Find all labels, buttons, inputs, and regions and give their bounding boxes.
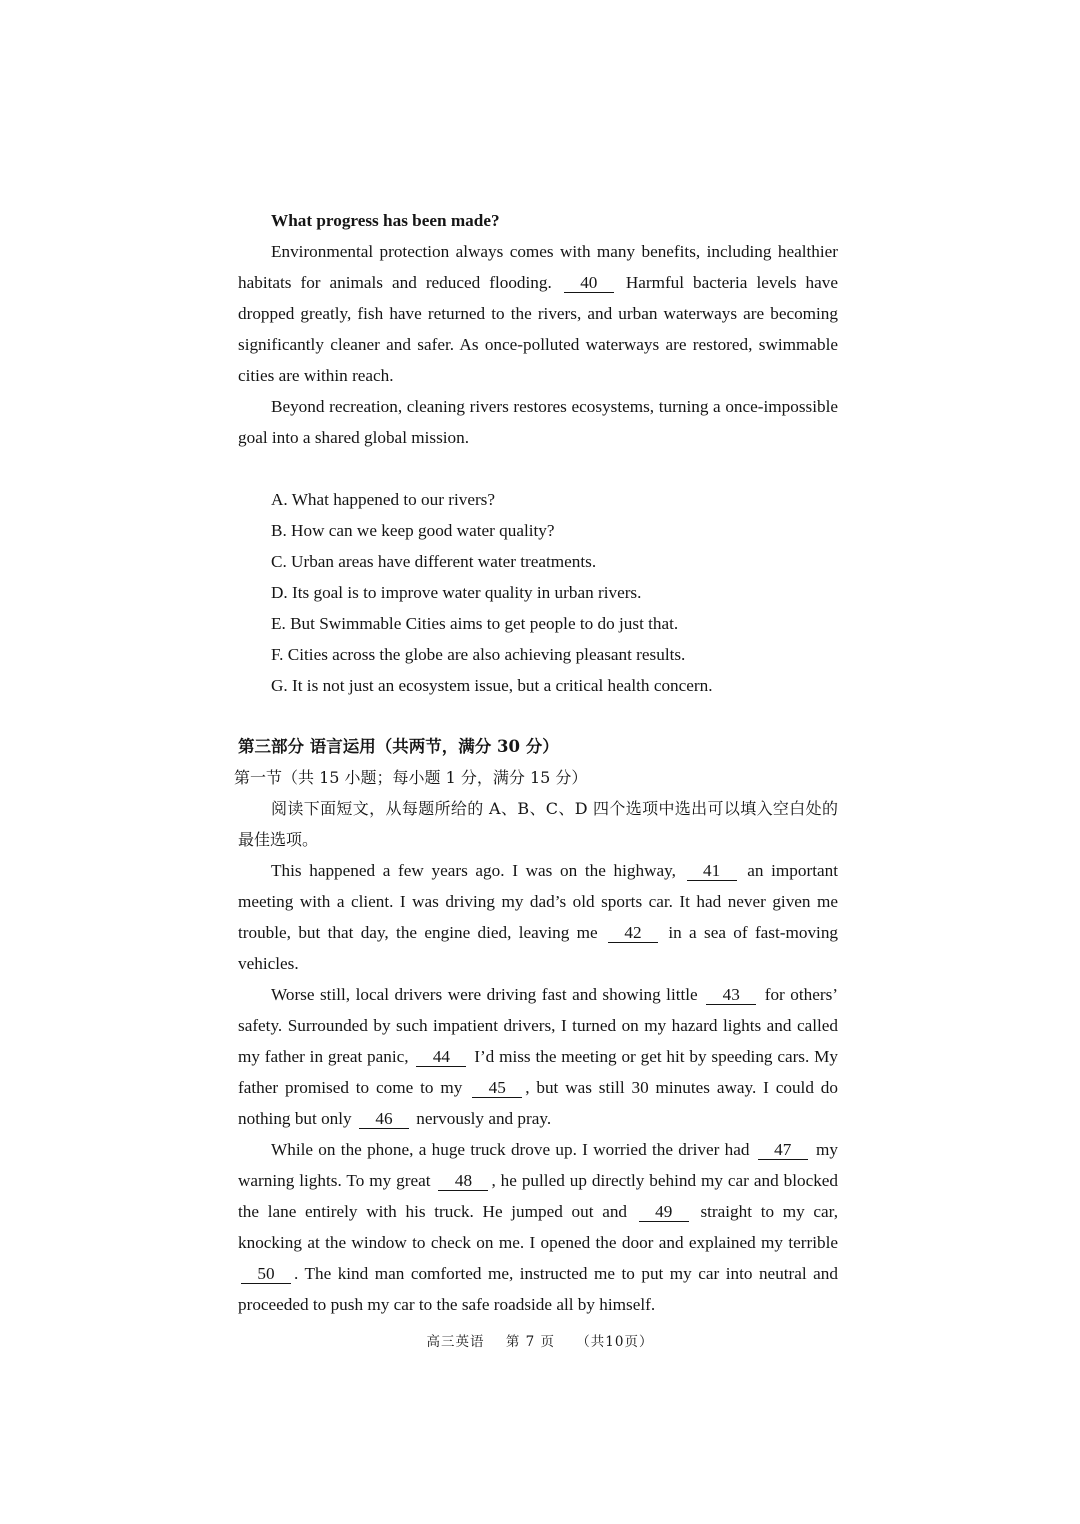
blank-43: 43 — [706, 985, 756, 1005]
paragraph-text: in a sea of fast-moving vehicles. — [238, 923, 839, 973]
option-g: G. It is not just an ecosystem issue, but a critical health concern. — [271, 676, 713, 695]
cloze-paragraph-2 — [238, 979, 838, 1134]
option-a: A. What happened to our rivers? — [271, 490, 495, 509]
section-one-title: 第一节（共 15 小题；每小题 1 分，满分 15 分） — [234, 768, 588, 787]
section-instruction: 阅读下面短文，从每题所给的 A、B、C、D 四个选项中选出可以填入空白处的最佳选项。 — [238, 799, 838, 849]
blank-49: 49 — [639, 1202, 689, 1222]
footer-subject: 高三英语 — [426, 1334, 485, 1350]
blank-44: 44 — [416, 1047, 466, 1067]
passage-heading: What progress has been made? — [271, 211, 500, 230]
option-b: B. How can we keep good water quality? — [271, 521, 555, 540]
passage-paragraph-1 — [238, 236, 838, 391]
paragraph-text: nervously and pray. — [416, 1109, 552, 1128]
paragraph-text: , he pulled up directly behind my car and blocked the lane entirely with his truck. He jumped out and — [238, 1171, 839, 1221]
paragraph-text: , but was still 30 minutes away. I could do nothing but only — [238, 1078, 838, 1128]
paragraph-text: Harmful bacteria levels have dropped greatly, fish have returned to the rivers, and urban waterways are becoming significantly cleaner and safer. As once-polluted waterways are restored, swimmable cities are within reach. — [238, 273, 838, 385]
blank-50: 50 — [241, 1264, 291, 1284]
blank-48: 48 — [438, 1171, 488, 1191]
cloze-paragraph-3 — [238, 1134, 838, 1320]
option-d: D. Its goal is to improve water quality in urban rivers. — [271, 583, 642, 602]
page-footer — [0, 1330, 1080, 1350]
blank-47: 47 — [758, 1140, 808, 1160]
exam-content — [234, 205, 839, 1320]
option-c: C. Urban areas have different water treatments. — [271, 552, 597, 571]
part-three-title: 第三部分 语言运用（共两节，满分 30 分） — [238, 737, 559, 756]
paragraph-text: While on the phone, a huge truck drove up. I worried the driver had — [271, 1140, 750, 1159]
blank-41: 41 — [687, 861, 737, 881]
blank-42: 42 — [608, 923, 658, 943]
option-f: F. Cities across the globe are also achieving pleasant results. — [271, 645, 686, 664]
passage-paragraph-2: Beyond recreation, cleaning rivers restores ecosystems, turning a once-impossible goal into a shared global mission. — [238, 397, 838, 447]
footer-total-pages: （共10页） — [576, 1334, 654, 1350]
paragraph-text: for others’ safety. Surrounded by such impatient drivers, I turned on my hazard lights and called my father in great panic, — [238, 985, 838, 1066]
blank-40: 40 — [564, 273, 614, 293]
paragraph-text: straight to my car, knocking at the window to check on me. I opened the door and explained my terrible — [238, 1202, 839, 1252]
cloze-paragraph-1 — [238, 855, 838, 979]
paragraph-text: I’d miss the meeting or get hit by speeding cars. My father promised to come to my — [238, 1047, 838, 1097]
blank-45: 45 — [472, 1078, 522, 1098]
paragraph-text: Environmental protection always comes with many benefits, including healthier habitats for animals and reduced flooding. — [238, 242, 838, 292]
paragraph-text: . The kind man comforted me, instructed me to put my car into neutral and proceeded to push my car to the safe roadside all by himself. — [238, 1264, 838, 1314]
answer-options-list — [238, 484, 838, 701]
paragraph-text: my warning lights. To my great — [238, 1140, 839, 1190]
paragraph-text: Worse still, local drivers were driving fast and showing little — [271, 985, 698, 1004]
paragraph-text: an important meeting with a client. I was driving my dad’s old sports car. It had never given me trouble, but that day, the engine died, leaving me — [238, 861, 838, 942]
footer-page-number: 第 7 页 — [505, 1334, 555, 1350]
paragraph-text: This happened a few years ago. I was on the highway, — [271, 861, 676, 880]
option-e: E. But Swimmable Cities aims to get people to do just that. — [271, 614, 679, 633]
blank-46: 46 — [359, 1109, 409, 1129]
